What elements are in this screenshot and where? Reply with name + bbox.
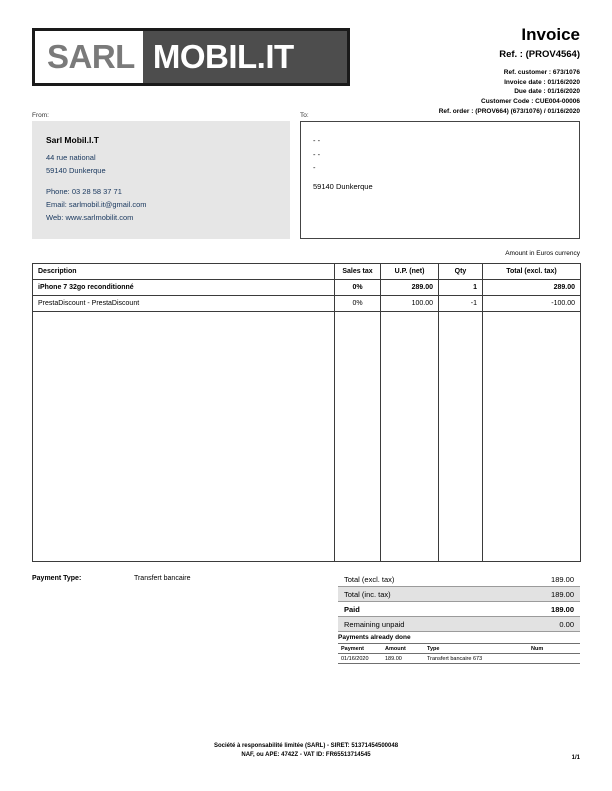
cell-total: 289.00 [483, 280, 581, 296]
from-web: Web: www.sarlmobilit.com [46, 213, 134, 223]
total-value-inc-tax: 189.00 [551, 589, 574, 599]
total-row-remaining [338, 617, 580, 632]
company-logo [32, 28, 350, 86]
payments-cell-payment: 01/16/2020 [338, 654, 382, 664]
total-label-excl-tax: Total (excl. tax) [344, 574, 395, 584]
invoice-header [0, 24, 612, 114]
document-reference: Ref. : (PROV4564) [499, 48, 580, 60]
cell-description: iPhone 7 32go reconditionné [33, 280, 335, 296]
total-label-remaining: Remaining unpaid [344, 619, 405, 629]
table-row [33, 280, 581, 296]
logo-text-sarl: SARL [35, 31, 143, 83]
payments-column-amount: Amount [382, 644, 424, 654]
footer-line-2: NAF, ou APE: 4742Z - VAT ID: FR65513714545 [241, 752, 371, 759]
total-row-excl-tax [338, 572, 580, 587]
column-header-description: Description [33, 264, 335, 280]
payments-row [338, 654, 580, 664]
meta-ref-customer: Ref. customer : 673/1076 [503, 68, 580, 76]
to-address-line1: - - [313, 136, 321, 145]
address-section [32, 112, 580, 247]
total-row-paid [338, 602, 580, 617]
cell-sales-tax: 0% [335, 296, 381, 312]
column-header-unit-price: U.P. (net) [381, 264, 439, 280]
meta-ref-order: Ref. order : (PROV664) (673/1076) / 01/16/2020 [438, 107, 580, 115]
table-header-row [33, 264, 581, 280]
to-address-line3: - [313, 163, 316, 172]
from-block [32, 112, 290, 239]
payments-cell-num [528, 654, 580, 664]
page-title: Invoice [521, 25, 580, 44]
to-address-box [300, 121, 580, 239]
meta-customer-code: Customer Code : CUE004-00006 [481, 98, 580, 105]
logo-text-mobilit: MOBIL.IT [143, 31, 347, 83]
payments-done-section [338, 634, 580, 664]
cell-total: -100.00 [483, 296, 581, 312]
currency-note: Amount in Euros currency [505, 250, 580, 257]
totals-section [338, 572, 580, 632]
total-label-inc-tax: Total (inc. tax) [344, 589, 391, 599]
payment-type-label: Payment Type: [32, 575, 82, 582]
cell-sales-tax: 0% [335, 280, 381, 296]
cell-qty: 1 [439, 280, 483, 296]
to-block [300, 112, 580, 239]
column-header-qty: Qty [439, 264, 483, 280]
from-address-line2: 59140 Dunkerque [46, 166, 106, 175]
payments-done-title: Payments already done [338, 634, 411, 641]
to-label: To: [300, 112, 309, 119]
to-address-line2: - - [313, 149, 321, 159]
cell-qty: -1 [439, 296, 483, 312]
table-empty-space [33, 312, 581, 562]
column-header-total: Total (excl. tax) [483, 264, 581, 280]
from-email: Email: sarlmobil.it@gmail.com [46, 200, 147, 210]
to-address-city: 59140 Dunkerque [313, 181, 373, 191]
from-address-box [32, 121, 290, 239]
total-value-excl-tax: 189.00 [551, 574, 574, 584]
page-footer [0, 742, 612, 761]
total-value-paid: 189.00 [551, 604, 574, 614]
total-value-remaining: 0.00 [559, 619, 574, 629]
cell-unit-price: 100.00 [381, 296, 439, 312]
payments-column-num: Num [528, 644, 580, 654]
from-label: From: [32, 112, 49, 119]
payments-column-type: Type [424, 644, 528, 654]
page-number: 1/1 [571, 755, 580, 761]
footer-line-1: Société à responsabilité limitée (SARL) - SIRET: 51371454500048 [213, 742, 399, 749]
payment-type-value: Transfert bancaire [133, 575, 191, 582]
column-header-sales-tax: Sales tax [335, 264, 381, 280]
payments-column-payment: Payment [338, 644, 382, 654]
document-meta [439, 24, 580, 117]
payments-header-row [338, 644, 580, 654]
payments-cell-type: Transfert bancaire 673 [424, 654, 528, 664]
payments-cell-amount: 189.00 [382, 654, 424, 664]
cell-unit-price: 289.00 [381, 280, 439, 296]
total-row-inc-tax [338, 587, 580, 602]
meta-due-date: Due date : 01/16/2020 [514, 88, 580, 96]
line-items-table [32, 263, 581, 562]
from-address-line1: 44 rue national [46, 152, 96, 162]
cell-description: PrestaDiscount - PrestaDiscount [33, 296, 335, 312]
payment-type-section [32, 575, 332, 582]
payments-done-table [338, 643, 580, 664]
meta-invoice-date: Invoice date : 01/16/2020 [504, 78, 580, 86]
table-row [33, 296, 581, 312]
from-company-name: Sarl Mobil.I.T [46, 135, 99, 145]
total-label-paid: Paid [344, 604, 360, 614]
from-phone: Phone: 03 28 58 37 71 [46, 187, 122, 197]
